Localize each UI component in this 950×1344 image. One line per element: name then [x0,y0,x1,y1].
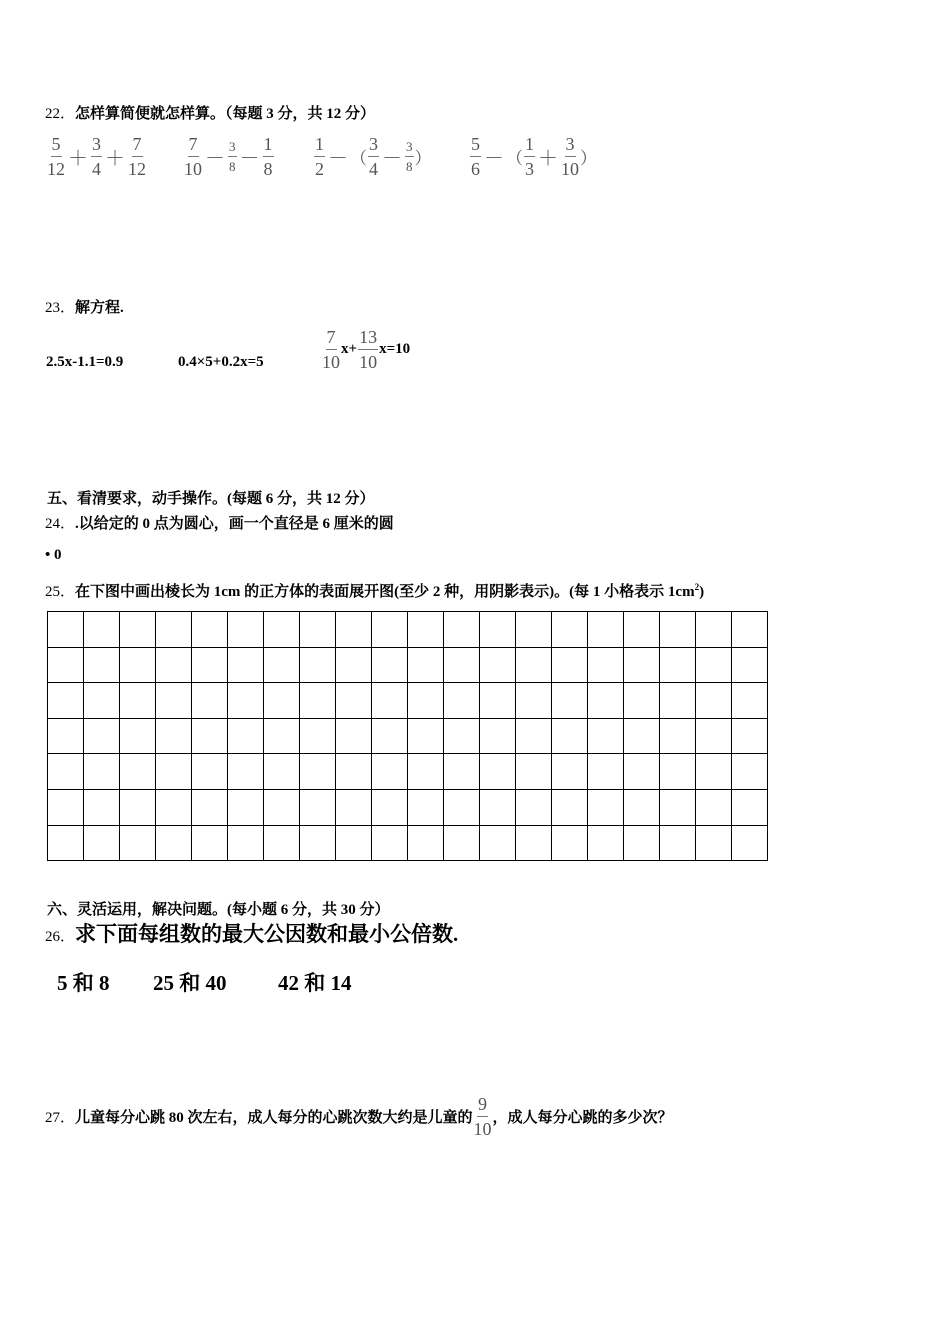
grid-cell[interactable] [696,612,732,648]
grid-cell[interactable] [48,683,84,719]
grid-cell[interactable] [516,790,552,826]
fraction: $\frac{3}{4}$ [92,134,101,179]
grid-cell[interactable] [48,790,84,826]
grid-cell[interactable] [408,790,444,826]
grid-cell[interactable] [480,648,516,684]
grid-cell[interactable] [552,719,588,755]
grid-cell[interactable] [336,648,372,684]
grid-cell[interactable] [48,754,84,790]
right-paren: ） [580,149,597,168]
grid-cell[interactable] [192,648,228,684]
superscript: 2 [694,582,700,592]
grid-cell[interactable] [84,754,120,790]
fraction: $\frac{3}{8}$ [406,139,413,174]
grid-cell[interactable] [516,612,552,648]
grid-cell[interactable] [372,612,408,648]
grid-cell[interactable] [228,790,264,826]
grid-cell[interactable] [660,612,696,648]
q25-close: ) [699,584,705,600]
grid-cell[interactable] [480,790,516,826]
q22-heading [45,102,375,123]
minus-sign: － [328,148,348,170]
fraction: $\frac{3}{10}$ [561,134,579,179]
grid-cell[interactable] [372,719,408,755]
q23-equation-1: 2.5x-1.1=0.9 [46,354,124,370]
grid-cell[interactable] [156,790,192,826]
grid-cell[interactable] [264,648,300,684]
grid-cell[interactable] [300,612,336,648]
q22-expression-3 [313,135,432,178]
grid-cell[interactable] [624,826,660,862]
q26-text: 求下面每组数的最大公因数和最小公倍数. [75,922,459,946]
grid-cell[interactable] [156,719,192,755]
fraction: $\frac{1}{3}$ [525,134,534,179]
grid-cell[interactable] [480,826,516,862]
grid-cell[interactable] [624,683,660,719]
grid-cell[interactable] [192,612,228,648]
grid-cell[interactable] [480,683,516,719]
grid-cell[interactable] [228,612,264,648]
q23-heading [45,296,124,317]
grid-cell[interactable] [408,683,444,719]
grid-cell[interactable] [300,754,336,790]
grid-cell[interactable] [444,683,480,719]
grid-cell[interactable] [444,719,480,755]
q23-equation-2: 0.4×5+0.2x=5 [178,354,264,370]
grid-cell[interactable] [516,683,552,719]
grid-cell[interactable] [516,754,552,790]
grid-cell[interactable] [84,683,120,719]
grid-cell[interactable] [264,826,300,862]
grid-cell[interactable] [120,683,156,719]
grid-cell[interactable] [444,826,480,862]
grid-cell[interactable] [336,719,372,755]
q26-group-2: 25 和 40 [153,971,227,995]
grid-cell[interactable] [444,790,480,826]
grid-cell[interactable] [192,826,228,862]
grid-cell[interactable] [660,648,696,684]
grid-cell[interactable] [588,790,624,826]
grid-cell[interactable] [588,683,624,719]
grid-cell[interactable] [84,648,120,684]
q26-heading [45,918,458,948]
grid-cell[interactable] [732,790,768,826]
grid-cell[interactable] [192,790,228,826]
q23-number: 23． [45,300,76,316]
minus-sign: － [205,148,225,170]
q23-text: 解方程. [75,300,124,316]
grid-cell[interactable] [372,790,408,826]
q24-text: .以给定的 0 点为圆心，画一个直径是 6 厘米的圆 [75,516,394,532]
q27-number: 27． [45,1110,76,1126]
grid-cell[interactable] [156,612,192,648]
section-6-title: 六、灵活运用，解决问题。(每小题 6 分，共 30 分） [47,902,390,918]
q27-heading [45,1095,673,1138]
grid-cell[interactable] [624,648,660,684]
grid-cell[interactable] [156,826,192,862]
grid-cell[interactable] [696,683,732,719]
q27-text-after: ，成人每分心跳的多少次？ [492,1110,673,1126]
q26-number: 26． [45,929,76,945]
grid-cell[interactable] [552,648,588,684]
grid-cell[interactable] [336,826,372,862]
minus-sign: － [239,148,260,170]
fraction: $\frac{5}{6}$ [471,134,480,179]
grid-cell[interactable] [624,790,660,826]
grid-cell[interactable] [264,790,300,826]
fraction: $\frac{7}{10}$ [322,327,340,372]
grid-cell[interactable] [732,826,768,862]
fraction: $\frac{3}{4}$ [369,134,378,179]
grid-cell[interactable] [336,790,372,826]
q26-group-1: 5 和 8 [57,971,110,995]
grid-cell[interactable] [732,648,768,684]
equation-text: x=10 [379,341,411,357]
q22-number: 22． [45,106,76,122]
grid-cell[interactable] [732,612,768,648]
grid-cell[interactable] [660,754,696,790]
left-paren: （ [506,149,523,168]
grid-cell[interactable] [408,612,444,648]
grid-cell[interactable] [336,612,372,648]
q22-expression-2 [183,135,275,178]
grid-cell[interactable] [120,612,156,648]
grid-cell[interactable] [84,826,120,862]
grid-cell[interactable] [552,683,588,719]
grid-cell[interactable] [588,612,624,648]
fraction: $\frac{7}{10}$ [184,134,202,179]
grid-cell[interactable] [444,648,480,684]
grid-cell[interactable] [696,826,732,862]
q26-group-3: 42 和 14 [278,971,352,995]
q22-expression-4 [469,135,597,178]
grid-cell[interactable] [156,683,192,719]
grid-cell[interactable] [480,719,516,755]
grid-cell[interactable] [228,648,264,684]
grid-cell[interactable] [552,826,588,862]
minus-sign: － [484,148,504,170]
fraction: $\frac{1}{8}$ [263,134,273,179]
grid-cell[interactable] [120,826,156,862]
q24-number: 24． [45,516,76,532]
grid-cell[interactable] [696,790,732,826]
grid-cell[interactable] [156,648,192,684]
grid-cell[interactable] [660,826,696,862]
grid-cell[interactable] [228,683,264,719]
grid-cell[interactable] [120,790,156,826]
grid-cell[interactable] [300,826,336,862]
grid-cell[interactable] [444,754,480,790]
grid-cell[interactable] [192,719,228,755]
grid-cell[interactable] [264,683,300,719]
grid-cell[interactable] [228,719,264,755]
q27-text-before: 儿童每分心跳 80 次左右，成人每分的心跳次数大约是儿童的 [75,1110,473,1126]
grid-cell[interactable] [336,683,372,719]
grid-cell[interactable] [516,826,552,862]
grid-cell[interactable] [300,648,336,684]
equation-text: x+ [341,341,358,357]
fraction: $\frac{9}{10}$ [473,1094,492,1139]
grid-cell[interactable] [48,648,84,684]
grid-cell[interactable] [300,790,336,826]
grid-cell[interactable] [48,612,84,648]
section-5-title: 五、看清要求，动手操作。(每题 6 分，共 12 分） [47,491,375,507]
fraction: $\frac{1}{2}$ [315,134,324,179]
fraction: $\frac{3}{8}$ [229,139,236,174]
plus-sign: ＋ [68,148,88,170]
grid-cell[interactable] [372,826,408,862]
grid-cell[interactable] [156,754,192,790]
grid-cell[interactable] [732,683,768,719]
q25-heading [45,580,704,601]
grid-cell[interactable] [696,648,732,684]
q25-number: 25． [45,584,76,600]
grid-cell[interactable] [660,790,696,826]
grid-cell[interactable] [408,754,444,790]
q22-text: 怎样算简便就怎样算。（每题 3 分，共 12 分） [75,106,376,122]
grid-cell[interactable] [228,826,264,862]
fraction: $\frac{7}{12}$ [128,134,146,179]
grid-cell[interactable] [408,648,444,684]
grid-cell[interactable] [300,683,336,719]
plus-sign: ＋ [105,148,125,170]
grid-cell[interactable] [372,683,408,719]
grid-cell[interactable] [84,719,120,755]
grid-cell[interactable] [264,719,300,755]
grid-cell[interactable] [624,719,660,755]
grid-cell[interactable] [120,648,156,684]
q22-expression-1 [46,135,147,178]
grid-cell[interactable] [588,826,624,862]
grid-cell[interactable] [660,683,696,719]
grid-cell[interactable] [408,826,444,862]
center-point-label: • 0 [45,547,62,563]
right-paren: ） [414,149,432,168]
grid-cell[interactable] [372,754,408,790]
minus-sign: － [382,148,402,170]
grid-cell[interactable] [732,754,768,790]
grid-cell[interactable] [624,612,660,648]
grid-cell[interactable] [264,612,300,648]
grid-cell[interactable] [516,719,552,755]
grid-cell[interactable] [192,754,228,790]
grid-cell[interactable] [732,719,768,755]
q25-text: 在下图中画出棱长为 1cm 的正方体的表面展开图(至少 2 种，用阴影表示)。(每 1 小格表示 1cm [75,584,695,600]
grid-cell[interactable] [48,826,84,862]
grid-cell[interactable] [624,754,660,790]
fraction: $\frac{13}{10}$ [359,327,378,372]
grid-cell[interactable] [480,754,516,790]
grid-cell[interactable] [264,754,300,790]
grid-cell[interactable] [696,754,732,790]
grid-cell[interactable] [192,683,228,719]
grid-cell[interactable] [48,719,84,755]
grid-cell[interactable] [588,648,624,684]
grid-cell[interactable] [120,719,156,755]
grid-cell[interactable] [696,719,732,755]
grid-cell[interactable] [444,612,480,648]
grid-cell[interactable] [660,719,696,755]
grid-cell[interactable] [120,754,156,790]
grid-cell[interactable] [300,719,336,755]
grid-cell[interactable] [84,790,120,826]
grid-cell[interactable] [480,612,516,648]
grid-cell[interactable] [336,754,372,790]
left-paren: （ [350,149,367,168]
fraction: $\frac{5}{12}$ [47,134,65,179]
q23-equation-3 [321,328,410,371]
q24-heading [45,512,394,533]
plus-sign: ＋ [538,148,558,170]
grid-cell[interactable] [552,790,588,826]
grid-cell[interactable] [228,754,264,790]
grid-cell[interactable] [372,648,408,684]
grid-cell[interactable] [588,719,624,755]
grid-cell[interactable] [552,754,588,790]
grid-cell[interactable] [516,648,552,684]
grid-cell[interactable] [408,719,444,755]
grid-cell[interactable] [588,754,624,790]
grid-cell[interactable] [552,612,588,648]
grid-cell[interactable] [84,612,120,648]
drawing-grid[interactable] [47,611,768,861]
